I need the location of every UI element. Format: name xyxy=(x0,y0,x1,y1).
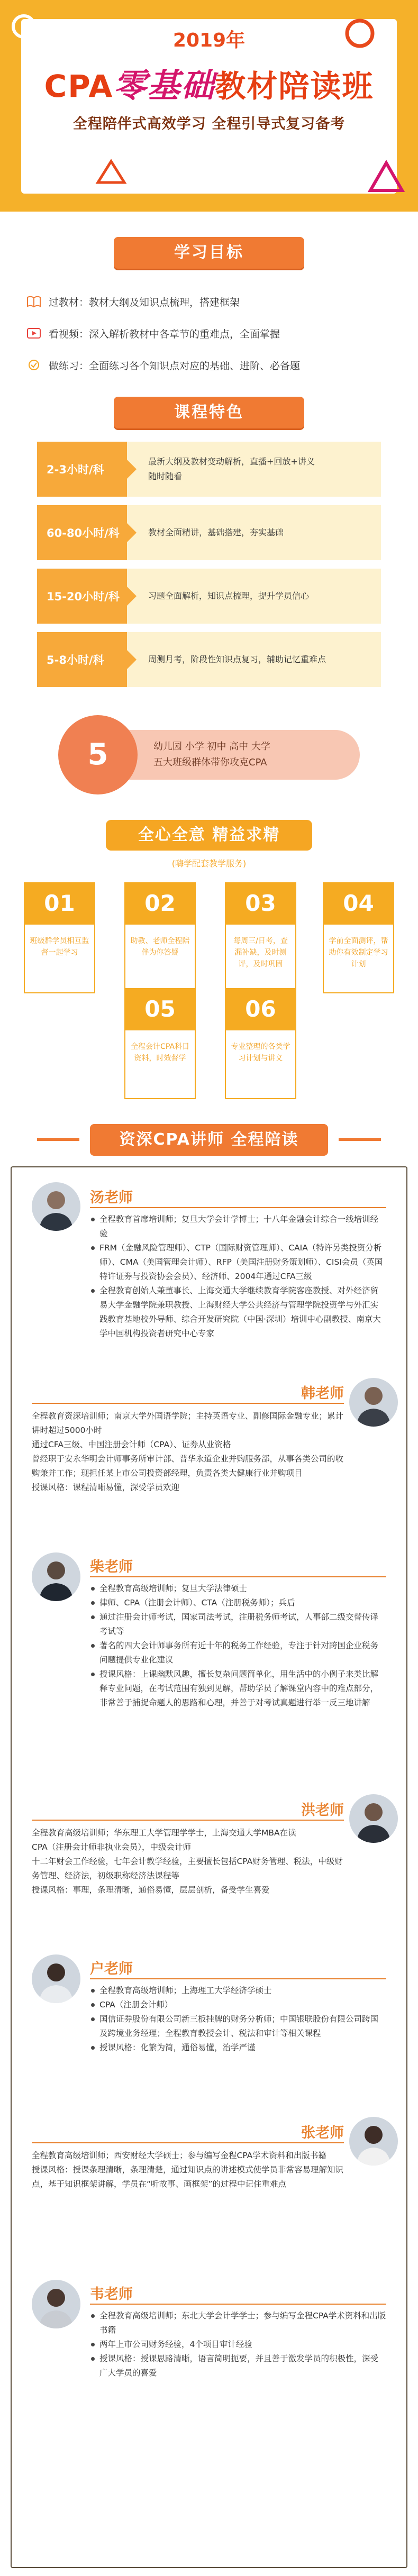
avatar xyxy=(349,1794,398,1843)
feature-desc: 习题全面解析，知识点梳理，提升学员信心 xyxy=(148,591,310,601)
avatar xyxy=(349,1378,398,1427)
bio-item: 全程教育高级培训师；上海理工大学经济学硕士 xyxy=(90,1984,386,1998)
bio-item: 全程教育高级培训师；复旦大学法律硕士 xyxy=(90,1582,386,1596)
hero-banner xyxy=(0,0,418,212)
service-desc: 班级群学员相互监督一起学习 xyxy=(24,925,95,993)
service-number: 05 xyxy=(124,988,196,1030)
teacher-bio xyxy=(90,1984,386,2055)
teacher-bio xyxy=(90,1582,386,1710)
goal-item xyxy=(26,286,397,317)
bio-paragraph: 通过CFA三级、中国注册会计师（CPA）、证券从业资格 xyxy=(32,1440,231,1449)
avatar xyxy=(32,1552,80,1601)
teacher-name: 张老师 xyxy=(301,2125,344,2141)
section-title-teachers: 资深CPA讲师 全程陪读 xyxy=(90,1124,328,1156)
service-number: 04 xyxy=(323,882,394,925)
teacher-bio xyxy=(32,1826,344,1897)
video-icon xyxy=(26,327,41,340)
bio-paragraph: 全程教育高级培训师；西安财经大学硕士；参与编写金程CPA学术资料和出版书籍 xyxy=(32,2151,326,2160)
feature-hours: 5-8小时/科 xyxy=(37,632,127,687)
bio-item: 全程教育创始人兼董事长、上海交通大学继续教育学院客座教授、对外经济贸易大学金融学院兼职教授、上海财经大学公共经济与管理学院投资学与外汇实践教育基地校外导师、综合开发研究院（中国·深圳）培训中心副教授、南京大学中国机构投资者研究中心专家 xyxy=(90,1284,386,1341)
section-title-services: 全心全意 精益求精 xyxy=(106,820,312,851)
goal-key: 过教材： xyxy=(49,296,89,308)
service-card xyxy=(124,988,196,1099)
avatar xyxy=(32,2280,80,2328)
decor-dots-icon xyxy=(48,169,79,190)
bio-item: 授课风格：化繁为简，通俗易懂，治学严谨 xyxy=(90,2041,386,2055)
bio-item: 两年上市公司财务经验，4个项目审计经验 xyxy=(90,2337,386,2352)
hero-title xyxy=(0,59,418,106)
feature-desc-box xyxy=(127,632,381,687)
feature-row xyxy=(37,569,381,624)
teacher-divider xyxy=(90,1978,386,1979)
book-icon xyxy=(26,295,41,308)
teacher-name: 韩老师 xyxy=(301,1385,344,1402)
goal-value: 全面练习各个知识点对应的基础、进阶、必备题 xyxy=(89,360,301,372)
class-groups-levels: 幼儿园 小学 初中 高中 大学 xyxy=(153,741,270,752)
service-card xyxy=(323,882,394,993)
person-icon xyxy=(32,1954,80,2003)
bio-item: 律师、CPA（注册会计师）、CTA（注册税务师）；兵后 xyxy=(90,1596,386,1610)
hero-title-suffix: 教材陪读班 xyxy=(215,68,374,104)
decor-square-icon xyxy=(304,167,328,190)
bio-paragraph: 授课风格：课程清晰易懂，深受学员欢迎 xyxy=(32,1483,180,1492)
teacher-name: 韦老师 xyxy=(90,2286,133,2303)
service-desc: 学前全面测评，帮助你有效制定学习计划 xyxy=(323,925,394,993)
teacher-divider xyxy=(90,1576,386,1577)
feature-desc-box xyxy=(127,442,381,497)
feature-row xyxy=(37,505,381,560)
bio-item: 全程教育高级培训师；东北大学会计学学士；参与编写金程CPA学术资料和出版书籍 xyxy=(90,2309,386,2337)
service-card xyxy=(225,882,296,993)
avatar xyxy=(32,1954,80,2003)
teacher-divider xyxy=(32,2142,344,2143)
bio-paragraph: 曾经职于安永华明会计师事务所审计部、普华永道企业并购服务部，从事各类公司的收购兼并工作；现担任某上市公司投资部经理，负责各类大健康行业并购项目 xyxy=(32,1454,344,1478)
bio-paragraph: 授课风格：授课条理清晰，条理清楚，通过知识点的讲述模式使学员非常容易理解知识点，基于知识框架讲解，学员在“听故事、画框架”的过程中记住重难点 xyxy=(32,2165,344,2189)
bio-item: 通过注册会计师考试，国家司法考试，注册税务师考试，人事部二级交替传译考试等 xyxy=(90,1610,386,1639)
feature-row xyxy=(37,632,381,687)
bio-paragraph: CPA（注册会计师非执业会员），中级会计师 xyxy=(32,1842,192,1852)
service-card xyxy=(124,882,196,993)
service-desc: 助教、老师全程陪伴为你答疑 xyxy=(124,925,196,993)
teacher-name: 柴老师 xyxy=(90,1559,133,1575)
goal-item xyxy=(26,317,397,349)
hero-year: 2019年 xyxy=(172,30,246,51)
service-card xyxy=(24,882,95,993)
teacher-bio xyxy=(90,2309,386,2380)
service-desc: 每周三/日考，查漏补缺，及时测评，及时巩固 xyxy=(225,925,296,993)
goal-value: 教材大纲及知识点梳理，搭建框架 xyxy=(89,296,240,308)
class-groups-band xyxy=(116,730,360,780)
bio-paragraph: 全程教育高级培训师；华东理工大学管理学学士，上海交通大学MBA在读 xyxy=(32,1828,296,1838)
teacher-name: 户老师 xyxy=(90,1961,133,1977)
feature-hours: 15-20小时/科 xyxy=(37,569,127,624)
feature-desc-box xyxy=(127,505,381,560)
teacher-divider xyxy=(32,1820,344,1821)
feature-desc-box xyxy=(127,569,381,624)
person-icon xyxy=(349,1378,398,1427)
service-number: 02 xyxy=(124,882,196,925)
hero-title-prefix: CPA xyxy=(44,68,114,104)
goal-value: 深入解析教材中各章节的重难点，全面掌握 xyxy=(89,328,280,340)
service-number: 01 xyxy=(24,882,95,925)
section-title-features: 课程特色 xyxy=(114,397,304,428)
teacher-bio xyxy=(32,1409,344,1495)
services-subtitle: (嗨学配套教学服务) xyxy=(171,858,247,869)
feature-hours: 60-80小时/科 xyxy=(37,505,127,560)
service-desc: 专业整理的各类学习计划与讲义 xyxy=(225,1030,296,1099)
goals-list xyxy=(26,286,397,381)
feature-desc: 最新大纲及教材变动解析，直播+回放+讲义 随时随看 xyxy=(148,456,315,481)
bio-item: 全程教育首席培训师；复旦大学会计学博士；十八年金融会计综合一线培训经验 xyxy=(90,1212,386,1241)
decor-triangle-icon xyxy=(95,159,127,185)
bio-paragraph: 全程教育资深培训师；南京大学外国语学院；主持英语专业、副修国际金融专业；累计讲时超过5000小时 xyxy=(32,1411,344,1435)
bio-paragraph: 授课风格：事理，条理清晰，通俗易懂，层层剖析，备受学生喜爱 xyxy=(32,1885,270,1895)
bio-paragraph: 十二年财会工作经验，七年会计教学经验，主要擅长包括CPA财务管理、税法，中级财务管理、经济法，初级职称经济法课程等 xyxy=(32,1857,343,1880)
teacher-bio xyxy=(32,2149,344,2191)
section-title-goals: 学习目标 xyxy=(114,237,304,269)
teacher-divider xyxy=(32,1403,344,1404)
teacher-divider xyxy=(90,2304,386,2305)
bio-item: 授课风格：授课思路清晰，语言简明扼要，并且善于激发学员的积极性，深受广大学员的喜爱 xyxy=(90,2352,386,2380)
service-desc: 全程会计CPA科目资料，时效督学 xyxy=(124,1030,196,1099)
class-groups-banner xyxy=(58,715,360,794)
teacher-name: 汤老师 xyxy=(90,1190,133,1206)
person-icon xyxy=(32,2280,80,2328)
feature-desc: 教材全面精讲，基础搭建，夯实基础 xyxy=(148,527,284,537)
avatar xyxy=(32,1182,80,1231)
hero-subtitle: 全程陪伴式高效学习 全程引导式复习备考 xyxy=(72,116,346,132)
avatar xyxy=(349,2117,398,2166)
service-number: 03 xyxy=(225,882,296,925)
service-card xyxy=(225,988,296,1099)
feature-hours: 2-3小时/科 xyxy=(37,442,127,497)
goal-item xyxy=(26,349,397,381)
service-number: 06 xyxy=(225,988,296,1030)
class-groups-number: 5 xyxy=(58,715,138,794)
bio-item: CPA（注册会计师） xyxy=(90,1998,386,2012)
feature-desc: 周测月考，阶段性知识点复习，辅助记忆重难点 xyxy=(148,654,326,664)
goal-key: 看视频： xyxy=(49,328,89,340)
features-list xyxy=(37,442,381,696)
person-icon xyxy=(32,1182,80,1231)
class-groups-caption: 五大班级群体带你攻克CPA xyxy=(153,757,267,768)
hero-title-highlight: 零基础 xyxy=(113,66,215,105)
person-icon xyxy=(349,1794,398,1843)
bio-item: FRM（金融风险管理师）、CTP（国际财资管理师）、CAIA（特许另类投资分析师）、CMA（美国管理会计师）、RFP（美国注册财务策划师）、CISI会员（英国特许证券与投资协会会员）、经济师、2004年通过CFA三级 xyxy=(90,1241,386,1284)
decor-triangle-icon xyxy=(365,159,407,196)
goal-key: 做练习： xyxy=(49,360,89,372)
person-icon xyxy=(32,1552,80,1601)
teacher-name: 洪老师 xyxy=(301,1802,344,1819)
practice-icon xyxy=(26,359,41,371)
teacher-bio xyxy=(90,1212,386,1341)
bio-item: 国信证券股份有限公司新三板挂牌的财务分析师；中国银联股份有限公司跨国及跨境业务经理；全程教育教授会计、税法和审计等相关课程 xyxy=(90,2012,386,2041)
bio-item: 著名的四大会计师事务所有近十年的税务工作经验，专注于针对跨国企业税务问题提供专业化建议 xyxy=(90,1639,386,1667)
person-icon xyxy=(349,2117,398,2166)
bio-item: 授课风格：上课幽默风趣，擅长复杂问题简单化，用生活中的小例子来类比解释专业问题，在考试范围有独到见解，帮助学员了解课堂内容中的难点部分，非常善于捕捉命题人的思路和心理，并善于对考试真题进行举一反三地讲解 xyxy=(90,1667,386,1710)
teacher-divider xyxy=(90,1207,386,1208)
feature-row xyxy=(37,442,381,497)
